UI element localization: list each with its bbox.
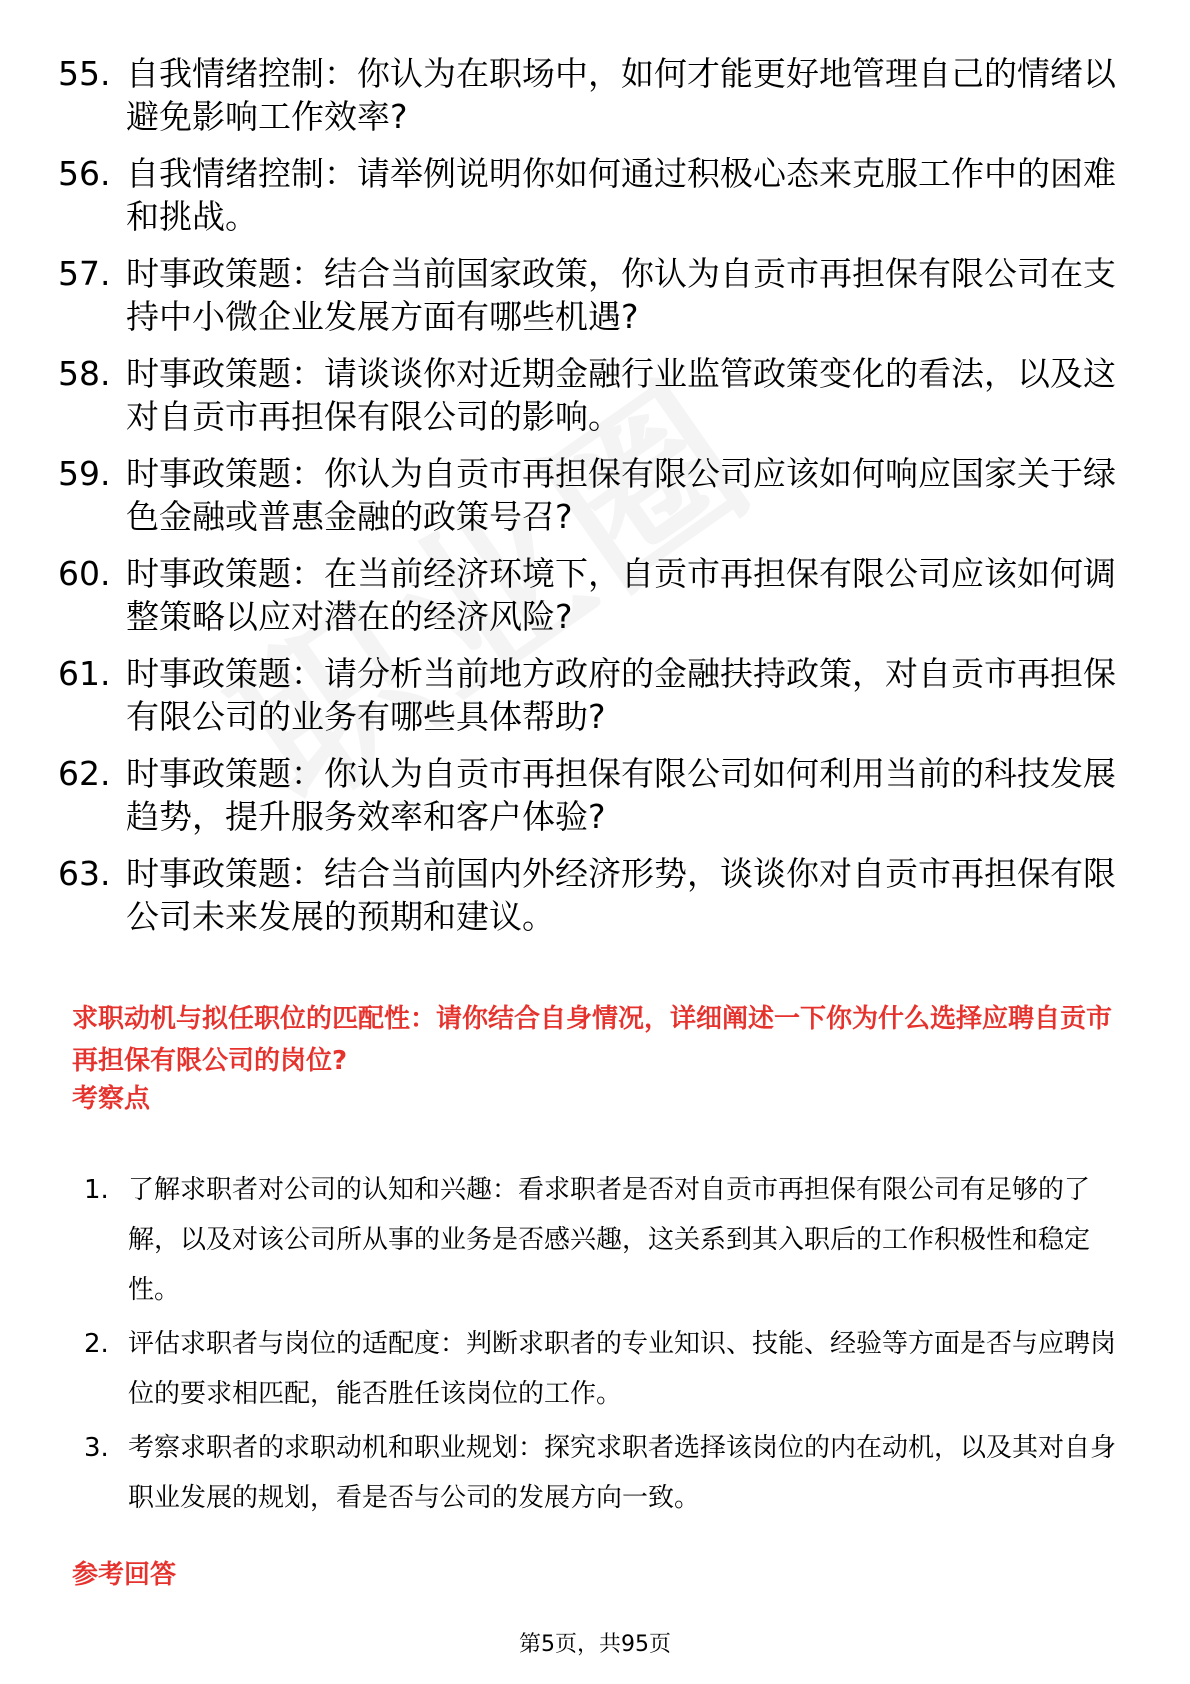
list-item: [84, 1165, 1118, 1315]
point-number: 3.: [84, 1433, 109, 1463]
question-number: 62.: [58, 754, 111, 793]
question-text: 时事政策题：你认为自贡市再担保有限公司应该如何响应国家关于绿色金融或普惠金融的政策号召?: [126, 454, 1116, 536]
question-text: 时事政策题：请分析当前地方政府的金融扶持政策，对自贡市再担保有限公司的业务有哪些具体帮助?: [126, 654, 1116, 736]
question-text: 时事政策题：你认为自贡市再担保有限公司如何利用当前的科技发展趋势，提升服务效率和客户体验?: [126, 754, 1116, 836]
examine-points-heading: 考察点: [72, 1084, 151, 1114]
question-text: 自我情绪控制：请举例说明你如何通过积极心态来克服工作中的困难和挑战。: [126, 154, 1116, 236]
question-number: 59.: [58, 454, 111, 493]
question-text: 时事政策题：结合当前国家政策，你认为自贡市再担保有限公司在支持中小微企业发展方面有哪些机遇?: [126, 254, 1116, 336]
list-item: [58, 652, 1118, 738]
question-number: 56.: [58, 154, 111, 193]
examine-points-list: [84, 1165, 1118, 1527]
list-item: [58, 852, 1118, 938]
list-item: [84, 1319, 1118, 1419]
list-item: [84, 1423, 1118, 1523]
point-number: 2.: [84, 1329, 109, 1359]
question-text: 时事政策题：请谈谈你对近期金融行业监管政策变化的看法，以及这对自贡市再担保有限公司的影响。: [126, 354, 1116, 436]
point-text: 考察求职者的求职动机和职业规划：探究求职者选择该岗位的内在动机，以及其对自身职业发展的规划，看是否与公司的发展方向一致。: [128, 1433, 1117, 1513]
point-number: 1.: [84, 1175, 109, 1205]
list-item: [58, 452, 1118, 538]
question-list: [58, 52, 1118, 952]
point-text: 了解求职者对公司的认知和兴趣：看求职者是否对自贡市再担保有限公司有足够的了解，以及对该公司所从事的业务是否感兴趣，这关系到其入职后的工作积极性和稳定性。: [128, 1175, 1091, 1305]
question-text: 时事政策题：结合当前国内外经济形势，谈谈你对自贡市再担保有限公司未来发展的预期和建议。: [126, 854, 1116, 936]
question-number: 57.: [58, 254, 111, 293]
list-item: [58, 552, 1118, 638]
list-item: [58, 252, 1118, 338]
list-item: [58, 152, 1118, 238]
list-item: [58, 352, 1118, 438]
question-text: 时事政策题：在当前经济环境下，自贡市再担保有限公司应该如何调整策略以应对潜在的经济风险?: [126, 554, 1116, 636]
reference-answer-heading: 参考回答: [72, 1560, 177, 1590]
list-item: [58, 752, 1118, 838]
point-text: 评估求职者与岗位的适配度：判断求职者的专业知识、技能、经验等方面是否与应聘岗位的要求相匹配，能否胜任该岗位的工作。: [128, 1329, 1117, 1409]
question-number: 61.: [58, 654, 111, 693]
question-number: 60.: [58, 554, 111, 593]
question-text: 自我情绪控制：你认为在职场中，如何才能更好地管理自己的情绪以避免影响工作效率?: [126, 54, 1116, 136]
question-number: 55.: [58, 54, 111, 93]
list-item: [58, 52, 1118, 138]
question-number: 63.: [58, 854, 111, 893]
section-heading: 求职动机与拟任职位的匹配性：请你结合自身情况，详细阐述一下你为什么选择应聘自贡市再担保有限公司的岗位?: [72, 1004, 1113, 1076]
page-number: 第5页，共95页: [519, 1632, 671, 1657]
question-number: 58.: [58, 354, 111, 393]
